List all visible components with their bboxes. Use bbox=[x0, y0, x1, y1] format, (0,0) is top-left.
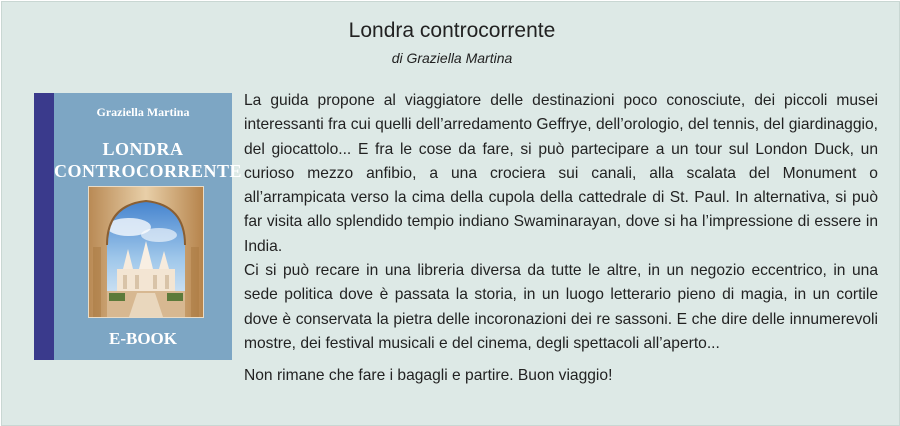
description-paragraph-1: La guida propone al viaggiatore delle destinazioni poco conosciute, dei piccoli musei interessanti fra cui quelli dell’arredamento Geffrye, dell’orologio, del tennis, del giardinaggio, del giocattolo... E fra le cose da fare, si può partecipare a un tour sul London Duck, un curioso mezzo anfibio, a una crociera sui canali, alla scalata del Monument o all’arrampicata verso la cima della cupola della cattedrale di St. Paul. In alternativa, si può far visita allo splendido tempio indiano Swaminarayan, dove si ha l’impressione di essere in India. bbox=[244, 92, 878, 255]
book-cover bbox=[34, 93, 243, 360]
cover-title-line1: LONDRA bbox=[102, 139, 184, 159]
cover-temple-image bbox=[88, 186, 204, 318]
book-spine bbox=[34, 93, 54, 360]
cover-title-line2: CONTROCORRENTE bbox=[54, 161, 243, 181]
cover-author: Graziella Martina bbox=[96, 105, 190, 119]
book-description bbox=[244, 89, 878, 389]
description-paragraph-2: Ci si può recare in una libreria diversa da tutte le altre, in un negozio eccentrico, in una sede politica dove è passata la storia, in un luogo letterario pieno di magia, in un cortile dove è conservata la pietra delle incoronazioni dei re sassoni. E che dire delle innumerevoli mostre, dei festival musicali e del cinema, degli spettacoli all’aperto... bbox=[244, 262, 878, 352]
description-closing: Non rimane che fare i bagagli e partire. Buon viaggio! bbox=[244, 367, 613, 385]
page-title: Londra controcorrente bbox=[348, 19, 556, 42]
page-subtitle: di Graziella Martina bbox=[391, 50, 513, 66]
cover-title bbox=[54, 138, 243, 182]
cover-footer-ebook: E-BOOK bbox=[108, 329, 177, 348]
